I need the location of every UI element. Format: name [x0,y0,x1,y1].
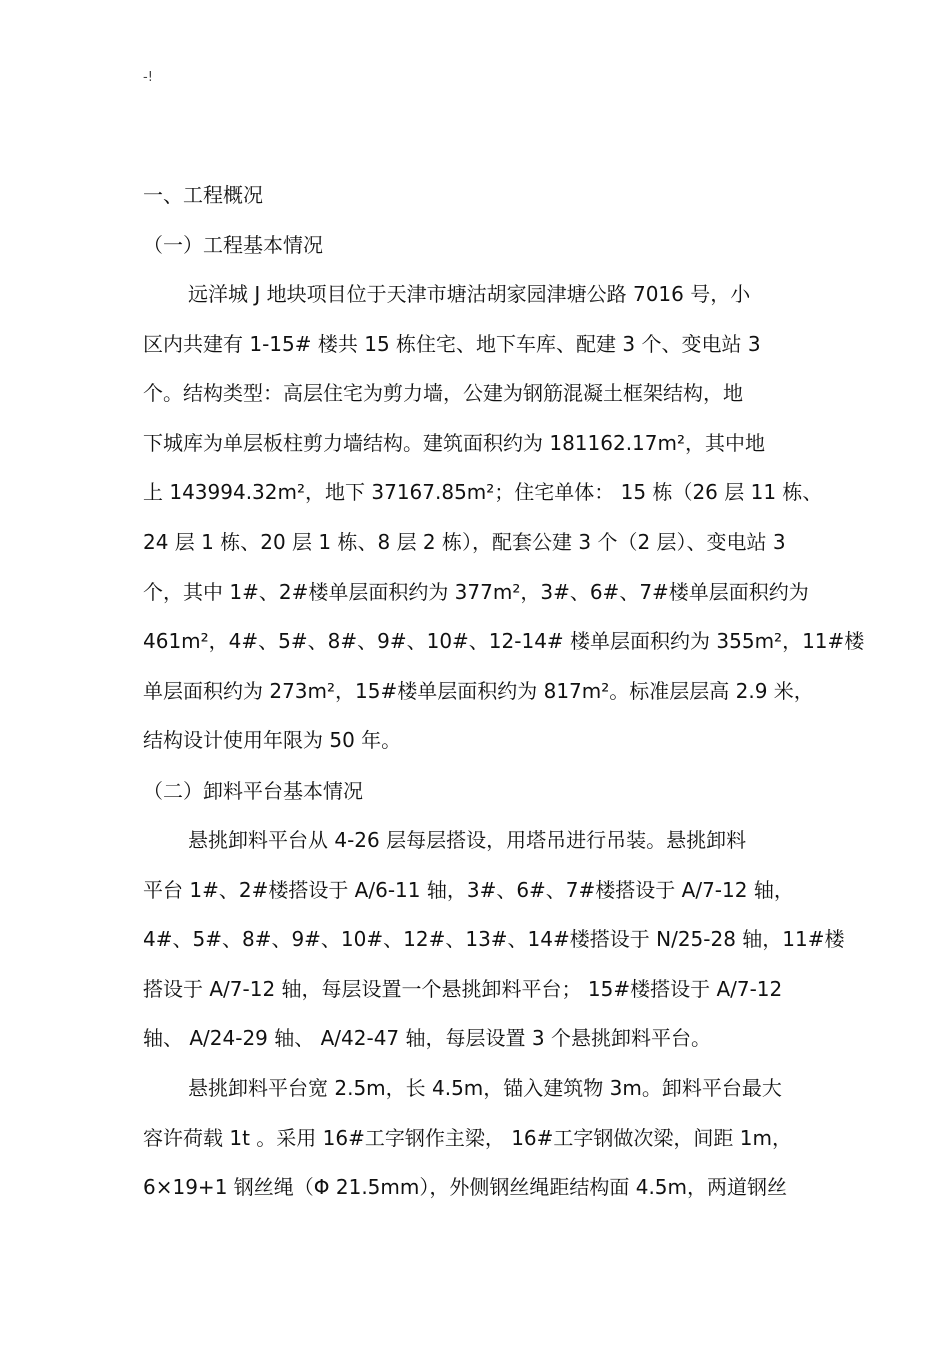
paragraph-project-info [143,270,865,766]
text-line: 单层面积约为 273m²，15#楼单层面积约为 817m²。标准层层高 2.9 米， [143,678,814,703]
text-line: 远洋城 J 地块项目位于天津市塘沽胡家园津塘公路 7016 号，小 [188,282,751,306]
paragraph-platform-specs [143,1064,808,1213]
text-line: 4#、5#、8#、9#、10#、12#、13#、14#楼搭设于 N/25-28 轴，11#楼 [143,927,845,952]
text-line: 搭设于 A/7-12 轴，每层设置一个悬挑卸料平台； 15#楼搭设于 A/7-12 [143,976,783,1001]
text-line: 6×19+1 钢丝绳（Φ 21.5mm），外侧钢丝绳距结构面 4.5m，两道钢丝 [143,1175,788,1200]
text-line: 轴、 A/24-29 轴、 A/42-47 轴，每层设置 3 个悬挑卸料平台。 [143,1026,711,1051]
paragraph-platform-location [143,816,845,1064]
text-line: 个。结构类型：高层住宅为剪力墙，公建为钢筋混凝土框架结构，地 [143,381,743,406]
document-body [143,170,865,1213]
text-line: 平台 1#、2#楼搭设于 A/6-11 轴，3#、6#、7#楼搭设于 A/7-12 轴， [143,877,794,902]
text-line: 结构设计使用年限为 50 年。 [143,728,402,753]
text-line: 下城库为单层板柱剪力墙结构。建筑面积约为 181162.17m²，其中地 [143,430,766,455]
text-line: 上 143994.32m²，地下 37167.85m²；住宅单体： 15 栋（26 层 11 栋、 [143,480,823,505]
text-line: 461m²，4#、5#、8#、9#、10#、12-14# 楼单层面积约为 355m²，11#楼 [143,629,865,654]
page-marker: -! [143,70,153,85]
text-line: 悬挑卸料平台从 4-26 层每层搭设，用塔吊进行吊装。悬挑卸料 [188,827,747,852]
text-line: 24 层 1 栋、20 层 1 栋、8 层 2 栋），配套公建 3 个（2 层）、变电站 3 [143,529,786,554]
chapter-heading: 一、工程概况 [143,183,263,207]
section-heading-basic-info: （一）工程基本情况 [143,233,323,257]
text-line: 区内共建有 1-15# 楼共 15 栋住宅、地下车库、配建 3 个、变电站 3 [143,331,761,356]
text-line: 个，其中 1#、2#楼单层面积约为 377m²，3#、6#、7#楼单层面积约为 [143,579,809,604]
section-heading-platform-info: （二）卸料平台基本情况 [143,778,363,803]
text-line: 悬挑卸料平台宽 2.5m，长 4.5m，锚入建筑物 3m。卸料平台最大 [188,1075,782,1100]
text-line: 容许荷载 1t 。采用 16#工字钢作主梁， 16#工字钢做次梁，间距 1m， [143,1125,792,1150]
